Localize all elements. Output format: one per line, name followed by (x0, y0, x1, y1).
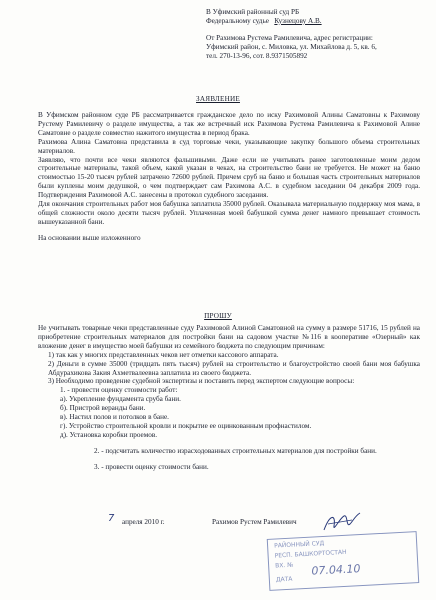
request-title: ПРОШУ (204, 312, 232, 320)
judge-line (206, 17, 431, 26)
applicant-name: Рахимов Рустем Рамилевич (212, 518, 297, 526)
statement-paragraph: Рахимова Алина Саматовна представила в суд торговые чеки, указывающие закупку большого объема строительных материалов. (38, 137, 420, 155)
stamp-line-republic: РЕСП. БАШКОРТОСТАН (274, 548, 347, 560)
stamp-handwritten-date: 07.04.10 (311, 562, 361, 578)
handwritten-signature (322, 510, 362, 536)
work-item: в). Настил полов и потолков в бане. (60, 413, 169, 422)
stamp-line-court: РАЙОННЫЙ СУД (273, 539, 325, 550)
stamp-line-number: ВХ. № (274, 561, 294, 570)
statement-paragraph: Для окончания строительных работ моя бабушка заплатила 35000 рублей. Оказывала материальную поддержку моя мама, в общей сложности около десяти тысяч рублей. Уплаченная моей бабушкой сумма денег намного превышает стоимость вышеуказанной бани. (38, 200, 420, 226)
request-body (38, 324, 420, 472)
document-title: ЗАЯВЛЕНИЕ (196, 95, 240, 103)
request-intro: Не учитывать товарные чеки представленные суду Рахимовой Алиной Саматовной на сумму в размере 51716, 15 рублей на приобретение строительных материалов для постройки бани на садовом участке №116 в кооперативе «Озерный» как вложение денег в имущество моей бабушки из семейного бюджета по следующим причинам: (38, 324, 420, 350)
court-line: В Уфимский районный суд РБ (206, 8, 300, 16)
work-item: а). Укрепление фундамента сруба бани. (60, 395, 181, 404)
handwritten-day: 7 (108, 513, 115, 524)
work-item: г). Устройство строительной кровли и покрытие ее оцинкованным профнастилом. (60, 421, 312, 430)
work-item: д). Установка коробки проемов. (60, 430, 158, 439)
question-2: 2. - подсчитать количество израсходованных строительных материалов для постройки бани. (94, 446, 377, 455)
work-item: б). Пристрой веранды бани. (60, 404, 146, 413)
court-reception-stamp (267, 531, 420, 591)
question-3: 3. - провести оценку стоимости бани. (94, 462, 209, 471)
phone-line: тел. 270-13-96, сот. 8.9371505892 (206, 51, 308, 60)
reason-item: 3) Необходимо проведение судебной экспертизы и поставить перед экспертом следующие вопросы: (48, 377, 355, 386)
addressee-block (206, 8, 431, 61)
reason-item: 2) Деньги в сумме 35000 (тридцать пять тысяч) рублей на строительство и благоустройство своей бани моя бабушка Абдурахикова Закия Ахметвалеевна заплатила из своего бюджета. (48, 359, 420, 377)
judge-name: Кузнецову А.В. (274, 16, 322, 25)
from-line: От Рахимова Рустема Рамилевича, адрес регистрации: (206, 33, 373, 42)
judge-prefix: Федеральному судье (206, 16, 269, 25)
statement-paragraph: Заявляю, что почти все чеки являются фальшивыми. Даже если не учитывать ранее заготовленные моим дедом строительные материалы, такой объем, какой указан в чеках, на строительство бани не требуется. Не может на баню стоимостью 15-20 тысяч рублей затрачено 72600 рублей. Причем сруб на баню и большая часть строительных материалов были куплены моим дедушкой, о чем подтверждает сам Рахимова А.С. в судебном заседании 04 декабря 2009 года. Подтверждения Рахимовой А.С. занесены в протокол судебного заседания. (38, 155, 420, 200)
reason-item: 1) так как у многих представленных чеков нет отметки кассового аппарата. (48, 350, 279, 359)
date-text: апреля 2010 г. (122, 518, 165, 526)
basis-line: На основании выше изложенного (38, 233, 141, 242)
address-line: Уфимский район, с. Миловка, ул. Михайлова д. 5, кв. 6, (206, 42, 377, 51)
statement-body (38, 111, 420, 243)
question-1-title: 1. - провести оценку стоимости работ: (60, 386, 178, 395)
statement-paragraph: В Уфимском районном суде РБ рассматривается гражданское дело по иску Рахимовой Алины Саматовны к Рахимову Рустему Рамилевичу о разделе имущества, а так же встречный иск Рахимова Рустема Рамилевича к Рахимовой Алине Саматовне о разделе совместно нажитого имущества в период брака. (38, 111, 420, 137)
stamp-line-date-label: ДАТА (275, 575, 293, 584)
